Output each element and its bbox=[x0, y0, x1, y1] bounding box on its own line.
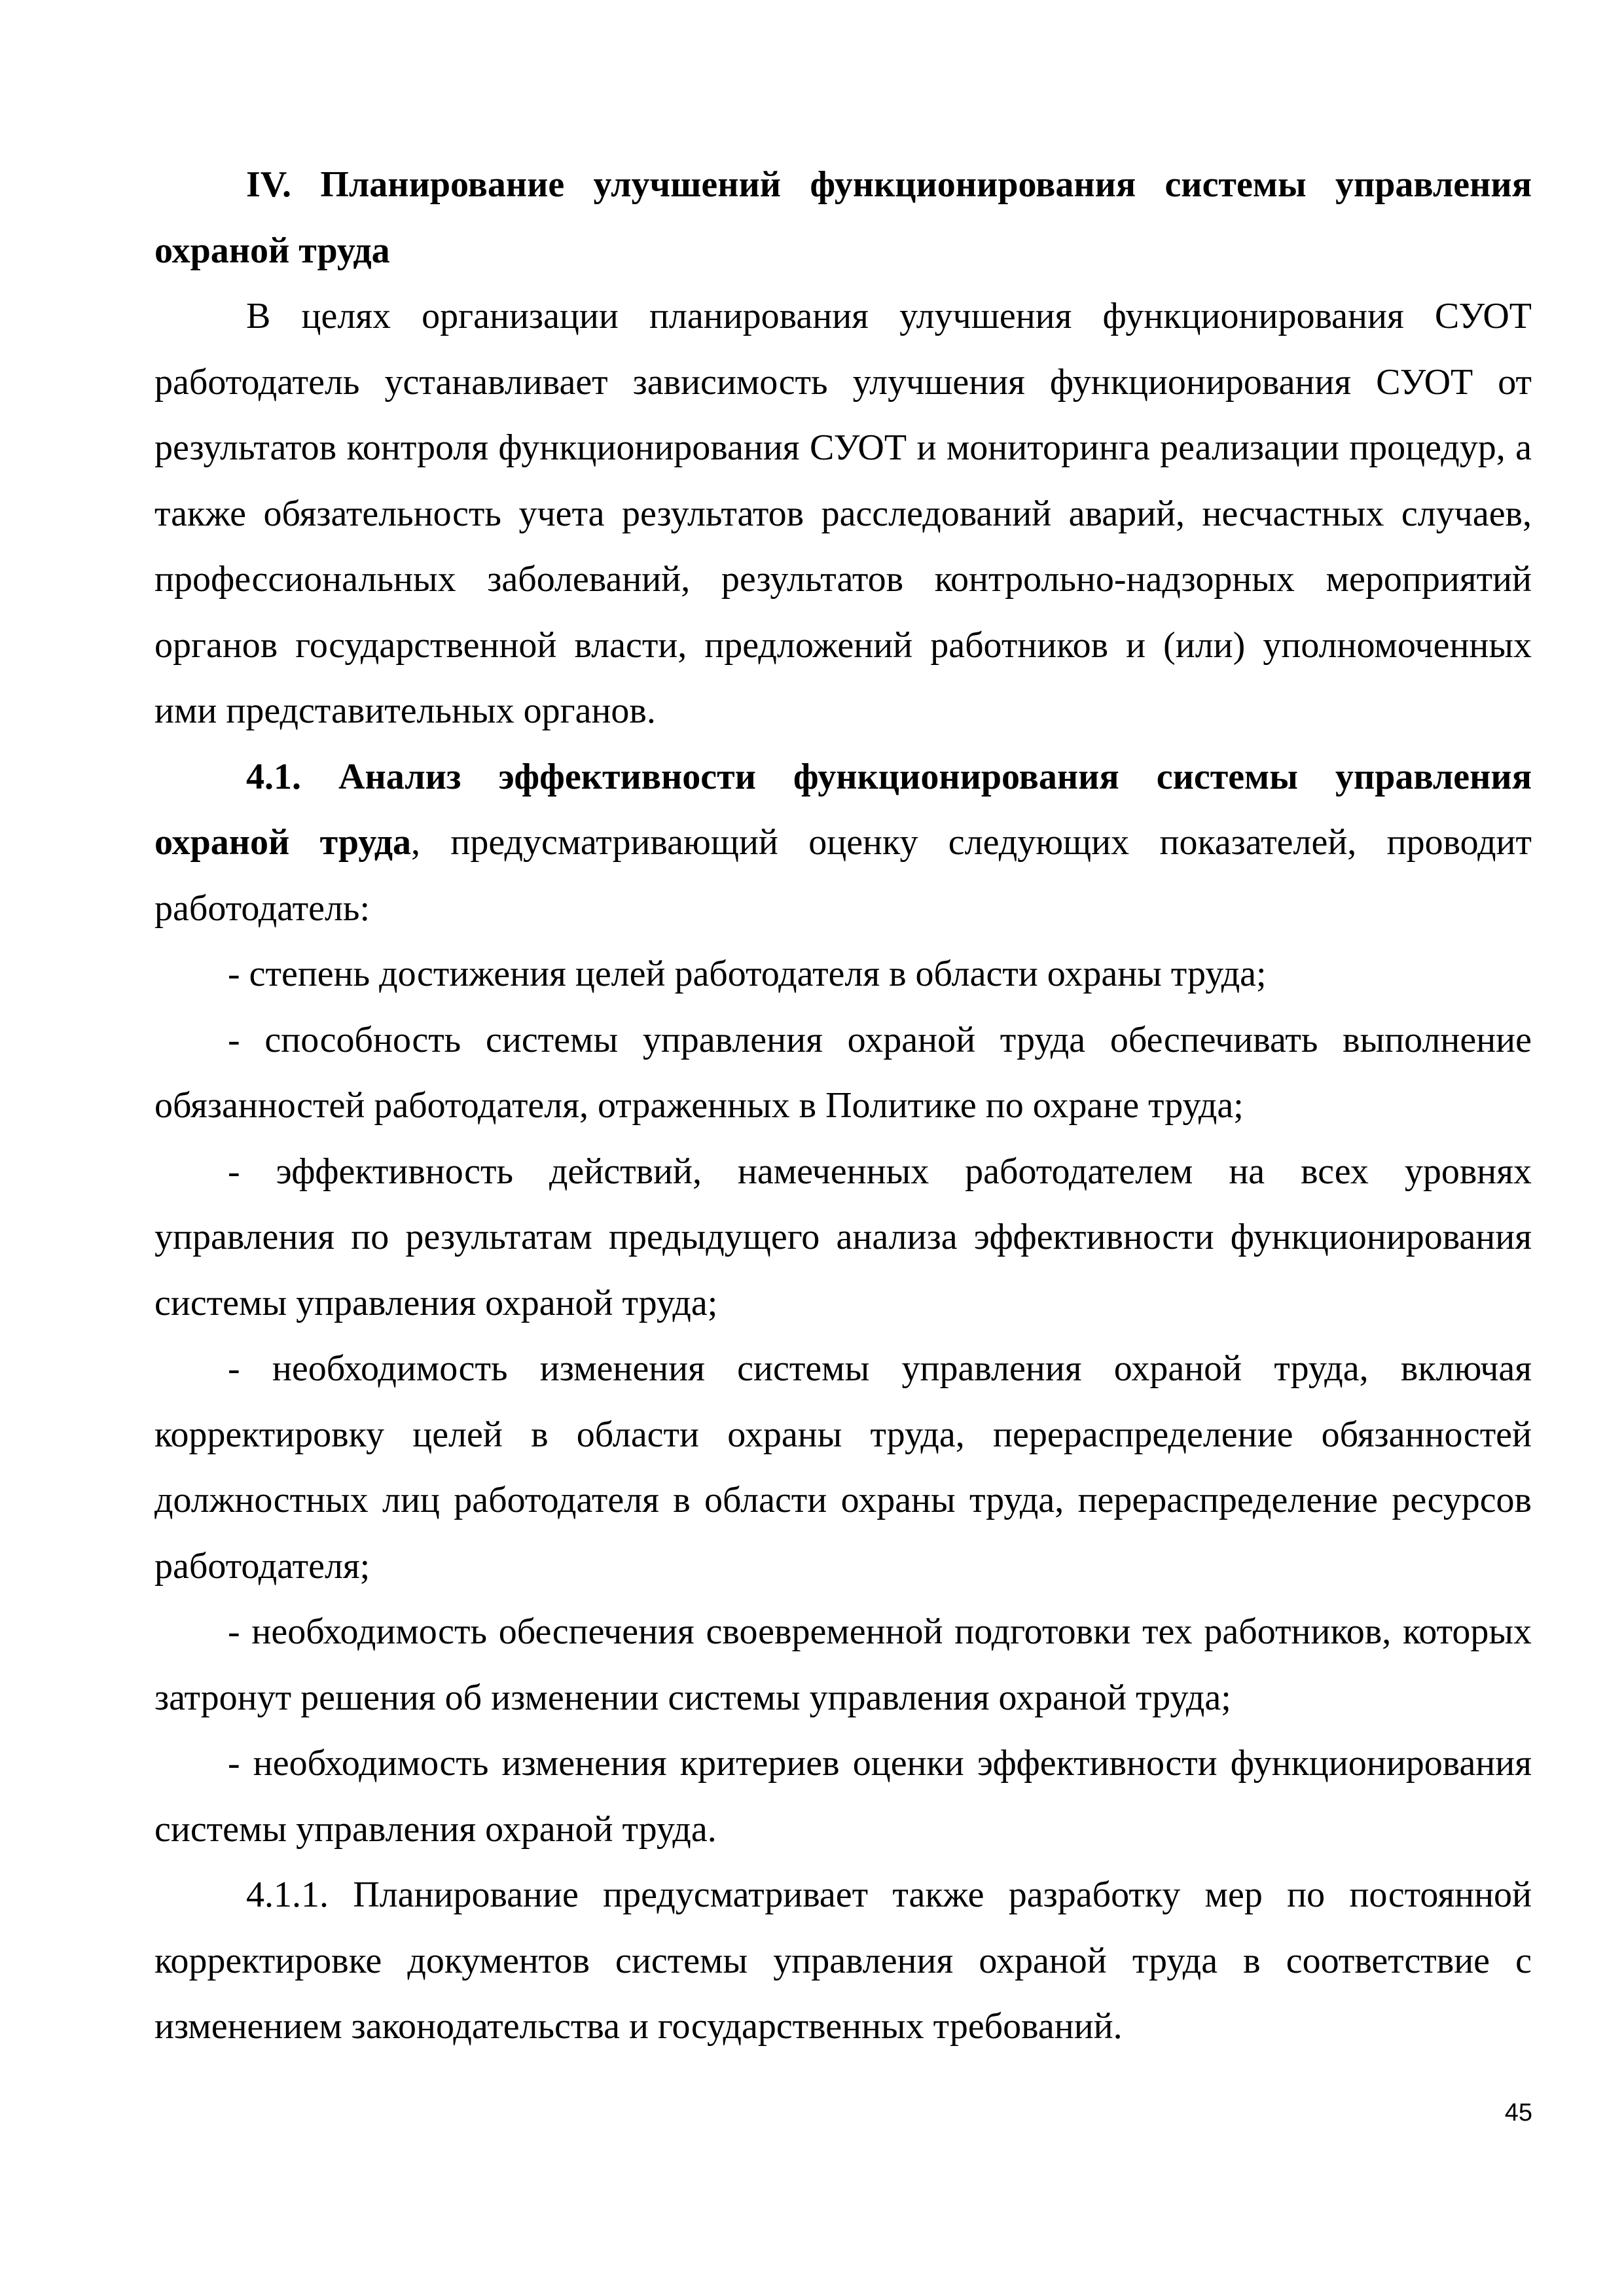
clause-4-1-1: 4.1.1. Планирование предусматривает также разработку мер по постоянной корректировке документов системы управления охраной труда в соответствие с изменением законодательства и государственных требований. bbox=[154, 1874, 1532, 2047]
clause-4-1-title: 4.1. Анализ эффективности функционирования системы управления охраной труда bbox=[154, 756, 1532, 863]
page-number: 45 bbox=[1504, 2099, 1532, 2126]
indicator-item: - степень достижения целей работодателя в области охраны труда; bbox=[228, 954, 1267, 994]
document-body bbox=[154, 152, 1532, 2060]
indicator-item: - способность системы управления охраной труда обеспечивать выполнение обязанностей работодателя, отраженных в Политике по охране труда; bbox=[154, 1019, 1532, 1126]
indicator-item: - необходимость обеспечения своевременной подготовки тех работников, которых затронут решения об изменении системы управления охраной труда; bbox=[154, 1611, 1532, 1718]
intro-paragraph: В целях организации планирования улучшения функционирования СУОТ работодатель устанавливает зависимость улучшения функционирования СУОТ от результатов контроля функционирования СУОТ и мониторинга реализации процедур, а также обязательность учета результатов расследований аварий, несчастных случаев, профессиональных заболеваний, результатов контрольно-надзорных мероприятий органов государственной власти, предложений работников и (или) уполномоченных ими представительных органов. bbox=[154, 296, 1532, 731]
section-heading: IV. Планирование улучшений функционирования системы управления охраной труда bbox=[154, 164, 1532, 271]
indicator-item: - необходимость изменения системы управления охраной труда, включая корректировку целей в области охраны труда, перераспределение обязанностей должностных лиц работодателя в области охраны труда, перераспределение ресурсов работодателя; bbox=[154, 1348, 1532, 1587]
indicator-item: - необходимость изменения критериев оценки эффективности функционирования системы управления охраной труда. bbox=[154, 1743, 1532, 1850]
indicator-item: - эффективность действий, намеченных работодателем на всех уровнях управления по результатам предыдущего анализа эффективности функционирования системы управления охраной труда; bbox=[154, 1151, 1532, 1323]
clause-4-1-text: , предусматривающий оценку следующих показателей, проводит работодатель: bbox=[154, 822, 1532, 929]
clause-4-1 bbox=[154, 744, 1532, 942]
